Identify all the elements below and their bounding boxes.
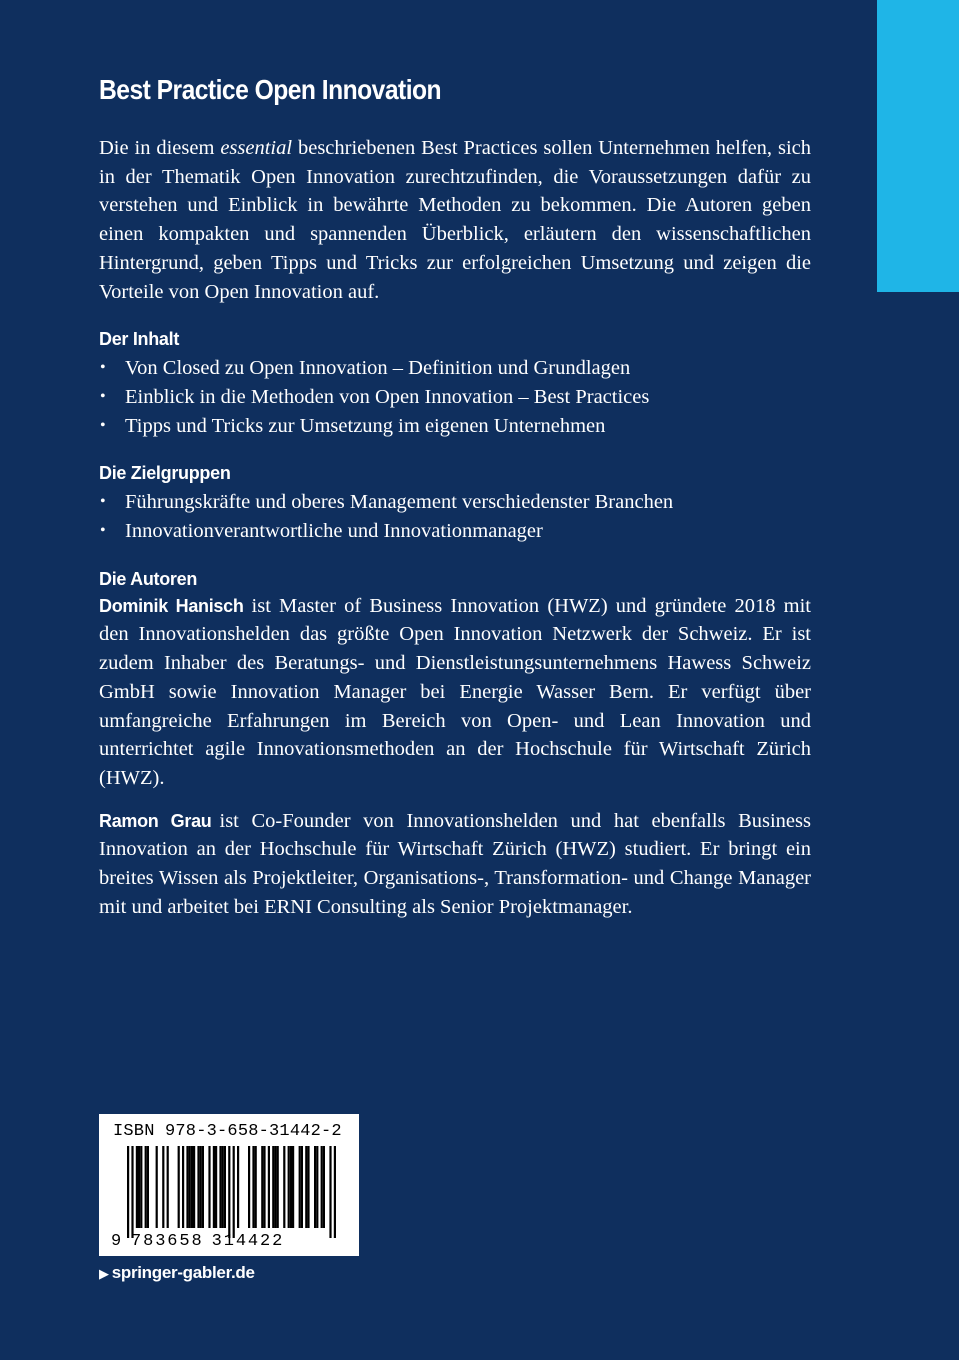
list-item: • Innovationverantwortliche und Innovationmanager [99,517,811,546]
author-name: Dominik Hanisch [99,595,244,616]
barcode-guard-bar [233,1146,235,1238]
arrow-right-icon: ▶ [99,1266,109,1281]
barcode-bar [272,1146,274,1228]
barcode-digits-right: 314422 [211,1232,285,1251]
intro-emphasis: essential [220,137,293,159]
barcode-digits-left: 783658 [131,1232,204,1251]
barcode-guard-bar [228,1146,230,1238]
barcode-guard-bar [131,1146,133,1238]
author-bio-text: ist Co-Founder von Innovationshelden und hat ebenfalls Business Innovation an der Hochschule für Wirtschaft Zürich (HWZ) studiert. Er bringt ein breites Wissen als Projektleiter, Organisations-, Transformation- und Change Manager mit und arbeitet bei ERNI Consulting als Senior Projektmanager. [99,809,811,918]
barcode-digit-first: 9 [111,1232,122,1251]
barcode-bar [314,1146,316,1228]
intro-paragraph [99,134,811,306]
intro-after: beschriebenen Best Practices sollen Unternehmen helfen, sich in der Thematik Open Innovation zurechtzufinden, die Voraussetzungen dafür zu verstehen und Einblick in bewährte Methoden zu bekommen. Die Autoren geben einen kompakten und spannenden Überblick, erläutern den wissenschaftlichen Hintergrund, geben Tipps und Tricks zur erfolgreichen Umsetzung und zeigen die Vorteile von Open Innovation auf. [99,137,811,303]
barcode-bar [156,1146,158,1228]
barcode-bar [222,1146,224,1228]
isbn-number: ISBN 978-3-658-31442-2 [113,1122,342,1141]
publisher-website[interactable] [99,1263,255,1283]
barcode-bar [248,1146,250,1228]
barcode-bar [162,1146,164,1228]
author-bio [99,592,811,793]
barcode-bar [138,1146,140,1228]
barcode-bar [261,1146,263,1228]
barcode-bar [288,1146,290,1228]
barcode-bar [307,1146,309,1228]
barcode-bar [189,1146,191,1228]
zielgruppen-list [99,488,811,545]
barcode-guard-bar [329,1146,331,1238]
inhalt-list [99,354,811,440]
barcode-bar [299,1146,301,1228]
barcode-bar [263,1146,265,1228]
barcode-bar [290,1146,292,1228]
isbn-barcode [99,1114,359,1256]
inhalt-heading: Der Inhalt [99,329,180,350]
barcode-bar [215,1146,217,1228]
barcode-guard-bar [334,1146,336,1238]
accent-strip [877,0,959,292]
list-item: • Tipps und Tricks zur Umsetzung im eigenen Unternehmen [99,412,811,441]
barcode-bar [178,1146,180,1228]
barcode-bar [167,1146,169,1228]
barcode-bar [136,1146,138,1228]
barcode-bar [191,1146,193,1228]
barcode-bar [197,1146,199,1228]
barcode-bar [147,1146,149,1228]
barcode-bar [255,1146,257,1228]
barcode-bar [323,1146,325,1228]
author-name: Ramon Grau [99,810,212,831]
barcode-bar [186,1146,188,1228]
barcode-bar [321,1146,323,1228]
website-label: springer-gabler.de [111,1263,255,1282]
barcode-bar [208,1146,210,1228]
barcode-bar [305,1146,307,1228]
barcode-bar [268,1146,270,1228]
barcode-bar [193,1146,195,1228]
barcode-bar [202,1146,204,1228]
barcode-bar [277,1146,279,1228]
book-title: Best Practice Open Innovation [99,74,442,105]
intro-before: Die in diesem [99,137,221,159]
back-cover-text [99,70,811,921]
author-bio-text: ist Master of Business Innovation (HWZ) und gründete 2018 mit den Innovationshelden das größte Open Innovation Netzwerk der Schweiz. Er ist zudem Inhaber des Beratungs- und Dienstleistungsunternehmens Hawess Schweiz GmbH sowie Innovation Manager bei Energie Wasser Bern. Er verfügt über umfangreiche Erfahrungen im Bereich von Open- und Lean Innovation und unterrichtet agile Innovationsmethoden an der Hochschule für Wirtschaft Zürich (HWZ). [99,594,811,789]
barcode-bar [200,1146,202,1228]
barcode-bar [301,1146,303,1228]
barcode-bar [292,1146,294,1228]
barcode-bar [224,1146,226,1228]
barcode-bar [237,1146,239,1228]
barcode-bar [219,1146,221,1228]
barcode-bar [182,1146,184,1228]
barcode-guard-bar [127,1146,129,1238]
list-item: • Einblick in die Methoden von Open Innovation – Best Practices [99,383,811,412]
list-item: • Führungskräfte und oberes Management verschiedenster Branchen [99,488,811,517]
barcode-bar [145,1146,147,1228]
list-item: • Von Closed zu Open Innovation – Definition und Grundlagen [99,354,811,383]
author-bio [99,807,811,922]
barcode-bar [274,1146,276,1228]
barcode-bar [252,1146,254,1228]
barcode-bar [283,1146,285,1228]
barcode-bar [140,1146,142,1228]
autoren-heading: Die Autoren [99,568,198,589]
zielgruppen-heading: Die Zielgruppen [99,463,231,484]
barcode-digits [111,1232,284,1251]
barcode-bar [213,1146,215,1228]
barcode-bar [316,1146,318,1228]
